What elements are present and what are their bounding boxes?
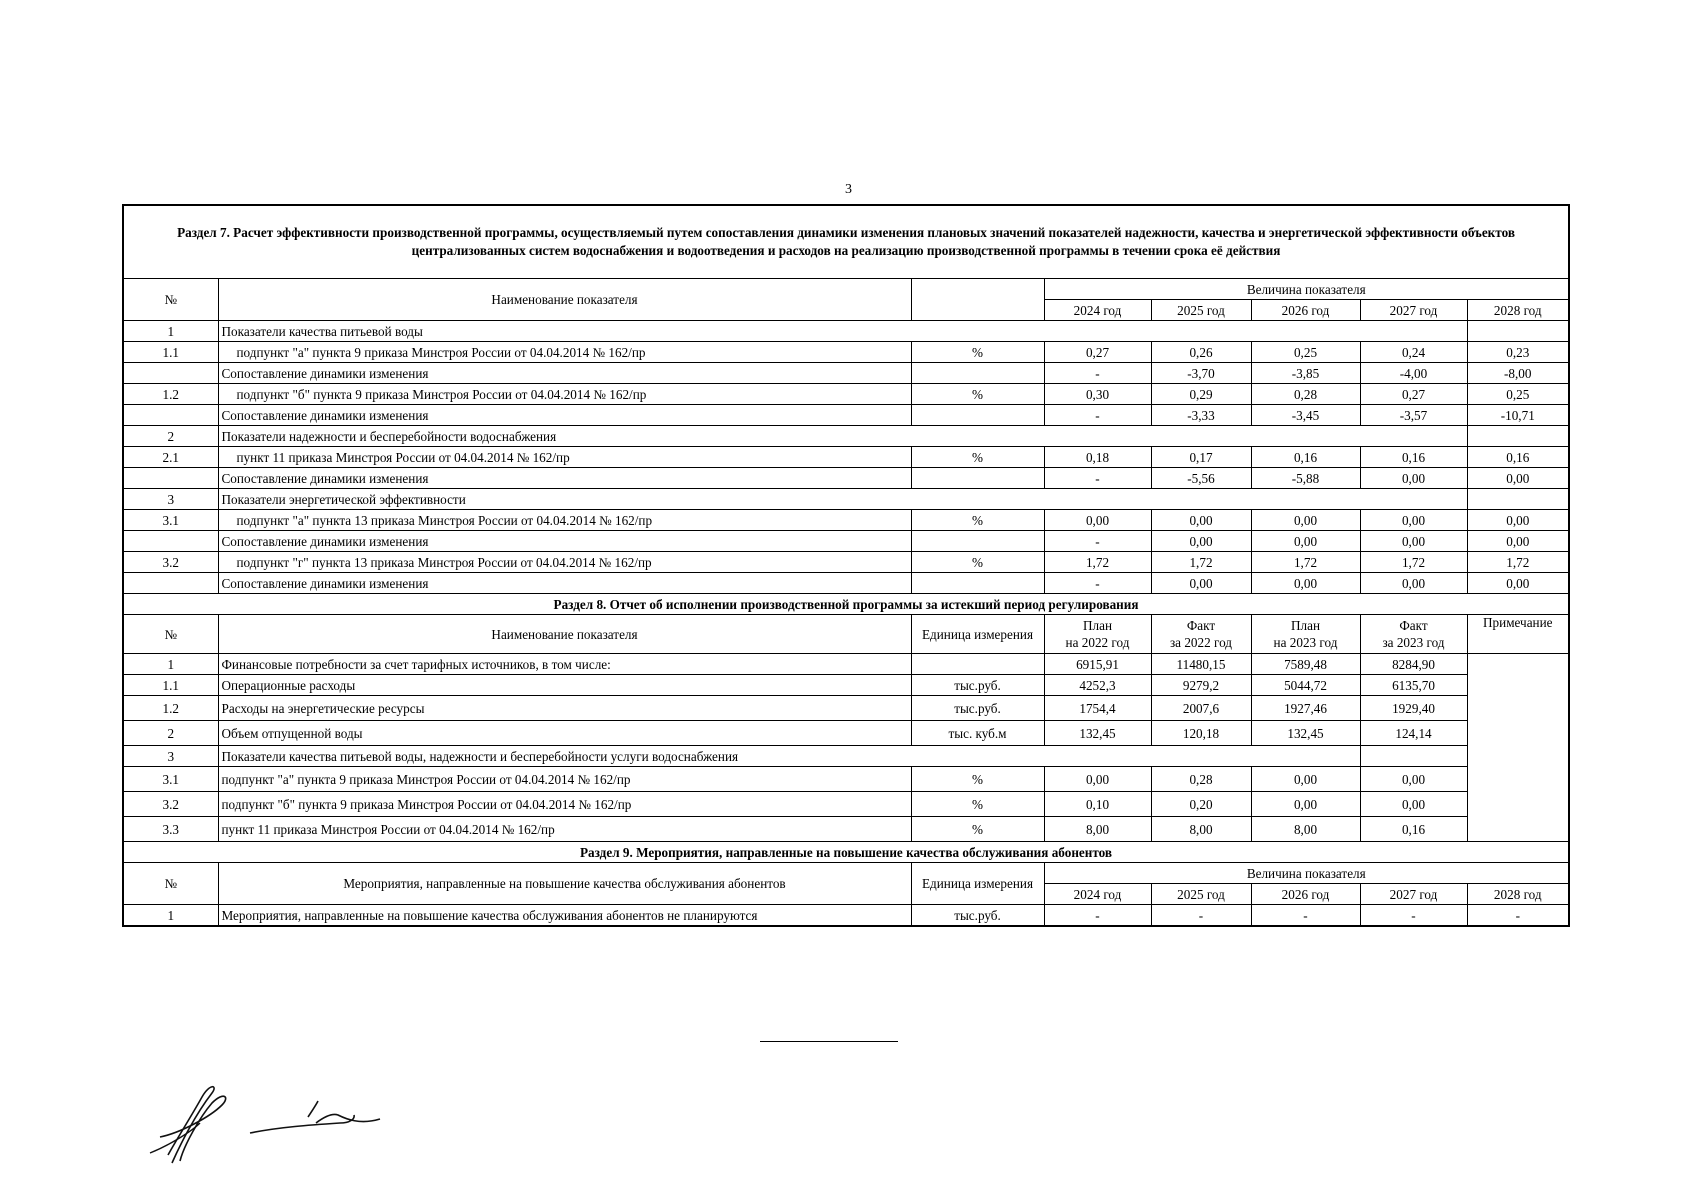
value-cell: 0,26 bbox=[1151, 342, 1251, 363]
period-year: за 2023 год bbox=[1382, 635, 1445, 650]
row-number: 3.1 bbox=[123, 510, 218, 531]
table-row bbox=[123, 721, 1569, 746]
section7-title-row bbox=[123, 205, 1569, 279]
row-name: Сопоставление динамики изменения bbox=[218, 573, 911, 594]
value-cell: 0,00 bbox=[1467, 468, 1569, 489]
period-year: за 2022 год bbox=[1169, 635, 1233, 650]
value-cell: -5,56 bbox=[1151, 468, 1251, 489]
period-header-2 bbox=[1251, 615, 1360, 654]
value-cell: 1,72 bbox=[1360, 552, 1467, 573]
value-cell: 0,00 bbox=[1467, 531, 1569, 552]
period-year: на 2023 год bbox=[1273, 635, 1338, 650]
year-header-1: 2025 год bbox=[1151, 884, 1251, 905]
year-header-4: 2028 год bbox=[1467, 884, 1569, 905]
table-row bbox=[123, 675, 1569, 696]
value-cell: 0,00 bbox=[1251, 767, 1360, 792]
table-row bbox=[123, 447, 1569, 468]
row-number bbox=[123, 363, 218, 384]
section9-title: Раздел 9. Мероприятия, направленные на повышение качества обслуживания абонентов bbox=[123, 842, 1569, 863]
value-cell: 0,24 bbox=[1360, 342, 1467, 363]
row-number bbox=[123, 531, 218, 552]
empty-cell bbox=[1467, 321, 1569, 342]
row-unit: % bbox=[911, 792, 1044, 817]
table-row bbox=[123, 573, 1569, 594]
empty-cell bbox=[1467, 489, 1569, 510]
value-cell: - bbox=[1044, 905, 1151, 927]
row-number: 1.2 bbox=[123, 384, 218, 405]
period-header-3 bbox=[1360, 615, 1467, 654]
table-row bbox=[123, 905, 1569, 927]
value-cell: 132,45 bbox=[1251, 721, 1360, 746]
period-kind: Факт bbox=[1399, 618, 1428, 633]
row-name: Операционные расходы bbox=[218, 675, 911, 696]
row-unit: тыс.руб. bbox=[911, 905, 1044, 927]
row-name: Показатели качества питьевой воды bbox=[218, 321, 1467, 342]
value-cell: - bbox=[1151, 905, 1251, 927]
col-name-header: Наименование показателя bbox=[218, 615, 911, 654]
value-cell: -5,88 bbox=[1251, 468, 1360, 489]
table-row bbox=[123, 363, 1569, 384]
value-cell: 1929,40 bbox=[1360, 696, 1467, 721]
page-number: 3 bbox=[845, 182, 852, 197]
row-name: пункт 11 приказа Минстроя России от 04.04.2014 № 162/пр bbox=[218, 447, 911, 468]
value-cell: 0,00 bbox=[1044, 767, 1151, 792]
section7-title: Раздел 7. Расчет эффективности производственной программы, осуществляемый путем сопоставления динамики изменения плановых значений показателей надежности, качества и энергетической эффективности объектов централизованных систем водоснабжения и водоотведения и расходов на реализацию производственной программы в течении срока её действия bbox=[123, 205, 1569, 279]
note-header: Примечание bbox=[1467, 615, 1569, 654]
table-row bbox=[123, 792, 1569, 817]
table-row bbox=[123, 746, 1569, 767]
value-cell: 0,00 bbox=[1467, 510, 1569, 531]
value-cell: 0,20 bbox=[1151, 792, 1251, 817]
table-row bbox=[123, 405, 1569, 426]
table-body bbox=[123, 205, 1569, 926]
year-header-3: 2027 год bbox=[1360, 300, 1467, 321]
row-name: подпункт "а" пункта 9 приказа Минстроя России от 04.04.2014 № 162/пр bbox=[218, 767, 911, 792]
value-cell: 0,00 bbox=[1151, 573, 1251, 594]
value-cell: 0,00 bbox=[1360, 468, 1467, 489]
row-name: подпункт "а" пункта 9 приказа Минстроя России от 04.04.2014 № 162/пр bbox=[218, 342, 911, 363]
value-cell: 0,10 bbox=[1044, 792, 1151, 817]
period-kind: План bbox=[1290, 618, 1320, 633]
value-cell: 0,00 bbox=[1251, 573, 1360, 594]
row-unit: тыс.руб. bbox=[911, 696, 1044, 721]
value-cell: - bbox=[1044, 531, 1151, 552]
value-cell: 0,17 bbox=[1151, 447, 1251, 468]
value-cell: 6915,91 bbox=[1044, 654, 1151, 675]
row-number: 3 bbox=[123, 489, 218, 510]
value-cell: 0,25 bbox=[1467, 384, 1569, 405]
row-number: 1 bbox=[123, 321, 218, 342]
value-cell: 8,00 bbox=[1044, 817, 1151, 842]
row-name: подпункт "а" пункта 13 приказа Минстроя России от 04.04.2014 № 162/пр bbox=[218, 510, 911, 531]
row-number: 2 bbox=[123, 721, 218, 746]
row-unit: % bbox=[911, 342, 1044, 363]
row-name: Сопоставление динамики изменения bbox=[218, 363, 911, 384]
value-cell: - bbox=[1044, 573, 1151, 594]
value-cell: 0,16 bbox=[1467, 447, 1569, 468]
value-cell: 124,14 bbox=[1360, 721, 1467, 746]
value-cell: 5044,72 bbox=[1251, 675, 1360, 696]
table-row bbox=[123, 531, 1569, 552]
value-cell: - bbox=[1251, 905, 1360, 927]
section8-title-row bbox=[123, 594, 1569, 615]
value-cell: 0,00 bbox=[1360, 792, 1467, 817]
period-kind: Факт bbox=[1186, 618, 1216, 633]
value-cell: 11480,15 bbox=[1151, 654, 1251, 675]
value-cell: 8284,90 bbox=[1360, 654, 1467, 675]
row-name: Расходы на энергетические ресурсы bbox=[218, 696, 911, 721]
row-name: Показатели надежности и бесперебойности водоснабжения bbox=[218, 426, 1467, 447]
table-row bbox=[123, 489, 1569, 510]
row-unit bbox=[911, 468, 1044, 489]
row-unit bbox=[911, 573, 1044, 594]
value-cell: 0,00 bbox=[1360, 510, 1467, 531]
row-unit: % bbox=[911, 767, 1044, 792]
value-cell: 1,72 bbox=[1151, 552, 1251, 573]
row-number: 3.3 bbox=[123, 817, 218, 842]
empty-cell bbox=[1360, 746, 1467, 767]
section8-header-row bbox=[123, 615, 1569, 654]
table-row bbox=[123, 654, 1569, 675]
row-number bbox=[123, 405, 218, 426]
note-cell bbox=[1467, 654, 1569, 842]
value-cell: 120,18 bbox=[1151, 721, 1251, 746]
period-kind: План bbox=[1082, 618, 1112, 633]
value-cell: 8,00 bbox=[1251, 817, 1360, 842]
row-number: 2.1 bbox=[123, 447, 218, 468]
value-cell: -3,70 bbox=[1151, 363, 1251, 384]
value-cell: 0,16 bbox=[1251, 447, 1360, 468]
value-cell: 0,23 bbox=[1467, 342, 1569, 363]
value-cell: -3,33 bbox=[1151, 405, 1251, 426]
section9-title-row bbox=[123, 842, 1569, 863]
value-cell: 2007,6 bbox=[1151, 696, 1251, 721]
value-cell: - bbox=[1044, 405, 1151, 426]
value-cell: 1927,46 bbox=[1251, 696, 1360, 721]
year-header-0: 2024 год bbox=[1044, 884, 1151, 905]
section9-header-row1 bbox=[123, 863, 1569, 884]
col-no-header: № bbox=[123, 279, 218, 321]
value-cell: 0,27 bbox=[1044, 342, 1151, 363]
row-name: Финансовые потребности за счет тарифных источников, в том числе: bbox=[218, 654, 911, 675]
col-no-header: № bbox=[123, 615, 218, 654]
value-cell: 1,72 bbox=[1467, 552, 1569, 573]
value-cell: 0,25 bbox=[1251, 342, 1360, 363]
col-unit-header: Единица измерения bbox=[911, 615, 1044, 654]
row-name: подпункт "б" пункта 9 приказа Минстроя России от 04.04.2014 № 162/пр bbox=[218, 792, 911, 817]
value-group-header: Величина показателя bbox=[1044, 863, 1569, 884]
row-unit: тыс. куб.м bbox=[911, 721, 1044, 746]
table-row bbox=[123, 510, 1569, 531]
value-cell: -3,45 bbox=[1251, 405, 1360, 426]
value-cell: 0,00 bbox=[1360, 531, 1467, 552]
row-number bbox=[123, 468, 218, 489]
row-unit: % bbox=[911, 447, 1044, 468]
value-cell: 0,29 bbox=[1151, 384, 1251, 405]
value-cell: 0,00 bbox=[1151, 531, 1251, 552]
year-header-2: 2026 год bbox=[1251, 884, 1360, 905]
value-cell: 1,72 bbox=[1251, 552, 1360, 573]
value-cell: 1,72 bbox=[1044, 552, 1151, 573]
value-cell: 0,00 bbox=[1251, 792, 1360, 817]
row-number bbox=[123, 573, 218, 594]
table-row bbox=[123, 321, 1569, 342]
year-header-3: 2027 год bbox=[1360, 884, 1467, 905]
value-cell: 132,45 bbox=[1044, 721, 1151, 746]
value-cell: 1754,4 bbox=[1044, 696, 1151, 721]
section8-title: Раздел 8. Отчет об исполнении производственной программы за истекший период регулирования bbox=[123, 594, 1569, 615]
value-cell: -3,57 bbox=[1360, 405, 1467, 426]
row-number: 3.2 bbox=[123, 792, 218, 817]
value-cell: 0,28 bbox=[1251, 384, 1360, 405]
row-unit: % bbox=[911, 552, 1044, 573]
year-header-4: 2028 год bbox=[1467, 300, 1569, 321]
table-row bbox=[123, 696, 1569, 721]
value-cell: 9279,2 bbox=[1151, 675, 1251, 696]
row-unit: % bbox=[911, 817, 1044, 842]
col-unit-header-empty bbox=[911, 279, 1044, 321]
row-unit: % bbox=[911, 510, 1044, 531]
value-cell: 0,27 bbox=[1360, 384, 1467, 405]
col-no-header: № bbox=[123, 863, 218, 905]
row-name: Сопоставление динамики изменения bbox=[218, 468, 911, 489]
empty-cell bbox=[1467, 426, 1569, 447]
table-row bbox=[123, 552, 1569, 573]
value-cell: - bbox=[1467, 905, 1569, 927]
value-cell: -8,00 bbox=[1467, 363, 1569, 384]
value-cell: 8,00 bbox=[1151, 817, 1251, 842]
table-row bbox=[123, 342, 1569, 363]
table-row bbox=[123, 817, 1569, 842]
row-unit: % bbox=[911, 384, 1044, 405]
row-name: подпункт "б" пункта 9 приказа Минстроя России от 04.04.2014 № 162/пр bbox=[218, 384, 911, 405]
col-unit-header: Единица измерения bbox=[911, 863, 1044, 905]
value-cell: -4,00 bbox=[1360, 363, 1467, 384]
value-group-header: Величина показателя bbox=[1044, 279, 1569, 300]
row-unit bbox=[911, 363, 1044, 384]
row-number: 1.1 bbox=[123, 675, 218, 696]
row-number: 1 bbox=[123, 654, 218, 675]
row-name: Мероприятия, направленные на повышение качества обслуживания абонентов не планируются bbox=[218, 905, 911, 927]
year-header-0: 2024 год bbox=[1044, 300, 1151, 321]
year-header-1: 2025 год bbox=[1151, 300, 1251, 321]
value-cell: 0,00 bbox=[1467, 573, 1569, 594]
value-cell: 0,00 bbox=[1360, 573, 1467, 594]
row-unit bbox=[911, 654, 1044, 675]
footer-rule bbox=[760, 1041, 898, 1042]
table-row bbox=[123, 384, 1569, 405]
value-cell: 0,18 bbox=[1044, 447, 1151, 468]
row-name: пункт 11 приказа Минстроя России от 04.04.2014 № 162/пр bbox=[218, 817, 911, 842]
row-name: Объем отпущенной воды bbox=[218, 721, 911, 746]
value-cell: 6135,70 bbox=[1360, 675, 1467, 696]
col-name-header: Наименование показателя bbox=[218, 279, 911, 321]
table-row bbox=[123, 468, 1569, 489]
table-row bbox=[123, 426, 1569, 447]
row-name: Показатели качества питьевой воды, надежности и бесперебойности услуги водоснабжения bbox=[218, 746, 1360, 767]
value-cell: 0,00 bbox=[1151, 510, 1251, 531]
value-cell: - bbox=[1044, 363, 1151, 384]
row-name: подпункт "г" пункта 13 приказа Минстроя России от 04.04.2014 № 162/пр bbox=[218, 552, 911, 573]
table-row bbox=[123, 767, 1569, 792]
row-number: 1 bbox=[123, 905, 218, 927]
value-cell: 0,00 bbox=[1251, 510, 1360, 531]
value-cell: 0,16 bbox=[1360, 447, 1467, 468]
row-number: 3 bbox=[123, 746, 218, 767]
row-number: 3.2 bbox=[123, 552, 218, 573]
col-name-header: Мероприятия, направленные на повышение качества обслуживания абонентов bbox=[218, 863, 911, 905]
row-number: 1.1 bbox=[123, 342, 218, 363]
value-cell: 0,30 bbox=[1044, 384, 1151, 405]
value-cell: - bbox=[1360, 905, 1467, 927]
row-unit bbox=[911, 405, 1044, 426]
value-cell: 0,00 bbox=[1044, 510, 1151, 531]
value-cell: 0,00 bbox=[1251, 531, 1360, 552]
value-cell: 0,00 bbox=[1360, 767, 1467, 792]
value-cell: -3,85 bbox=[1251, 363, 1360, 384]
signature bbox=[140, 1075, 400, 1170]
period-header-1 bbox=[1151, 615, 1251, 654]
value-cell: 0,28 bbox=[1151, 767, 1251, 792]
row-name: Сопоставление динамики изменения bbox=[218, 531, 911, 552]
row-number: 2 bbox=[123, 426, 218, 447]
section7-header-row1 bbox=[123, 279, 1569, 300]
value-cell: 4252,3 bbox=[1044, 675, 1151, 696]
period-header-0 bbox=[1044, 615, 1151, 654]
row-number: 3.1 bbox=[123, 767, 218, 792]
row-unit: тыс.руб. bbox=[911, 675, 1044, 696]
value-cell: 7589,48 bbox=[1251, 654, 1360, 675]
value-cell: -10,71 bbox=[1467, 405, 1569, 426]
row-name: Показатели энергетической эффективности bbox=[218, 489, 1467, 510]
period-year: на 2022 год bbox=[1065, 635, 1130, 650]
report-table bbox=[122, 204, 1570, 927]
value-cell: 0,16 bbox=[1360, 817, 1467, 842]
row-number: 1.2 bbox=[123, 696, 218, 721]
row-name: Сопоставление динамики изменения bbox=[218, 405, 911, 426]
value-cell: - bbox=[1044, 468, 1151, 489]
year-header-2: 2026 год bbox=[1251, 300, 1360, 321]
row-unit bbox=[911, 531, 1044, 552]
